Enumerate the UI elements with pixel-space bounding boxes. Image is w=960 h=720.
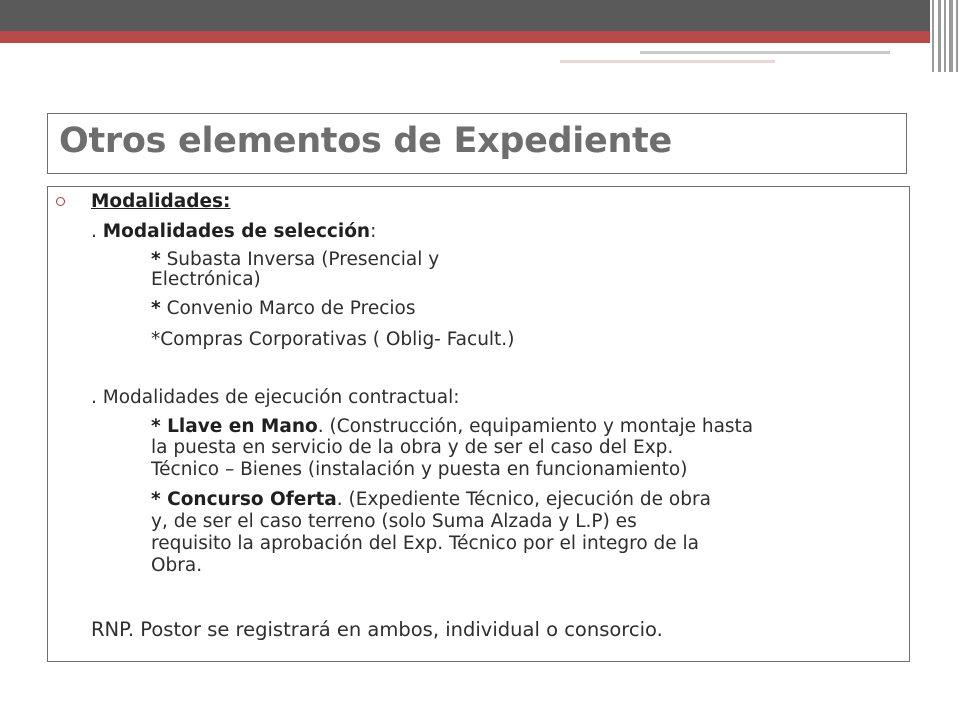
seleccion-item-1-cont: Electrónica): [151, 269, 261, 290]
top-red-bar: [0, 31, 930, 43]
seleccion-label: . Modalidades de selección:: [91, 221, 377, 242]
top-gray-bar: [0, 0, 930, 31]
slide-title: Otros elementos de Expediente: [59, 121, 672, 161]
seleccion-item-1: * Subasta Inversa (Presencial y: [151, 249, 440, 270]
content-box: [47, 186, 910, 662]
concurso-oferta-line-4: Obra.: [151, 555, 203, 576]
top-accent-line-faint: [560, 60, 775, 63]
ejecucion-label: . Modalidades de ejecución contractual:: [91, 387, 460, 408]
seleccion-item-2: * Convenio Marco de Precios: [151, 298, 416, 319]
concurso-oferta-line-2: y, de ser el caso terreno (solo Suma Alzada y L.P) es: [151, 511, 637, 532]
rnp-note: RNP. Postor se registrará en ambos, individual o consorcio.: [91, 618, 663, 641]
llave-en-mano-line-1: * Llave en Mano. (Construcción, equipamiento y montaje hasta: [151, 416, 754, 437]
seleccion-item-3: *Compras Corporativas ( Oblig- Facult.): [151, 329, 515, 350]
llave-en-mano-line-3: Técnico – Bienes (instalación y puesta en funcionamiento): [151, 459, 688, 480]
modalidades-heading: Modalidades:: [91, 191, 231, 212]
bullet-circle-icon: [56, 197, 65, 206]
top-accent-line: [640, 51, 890, 54]
concurso-oferta-line-1: * Concurso Oferta. (Expediente Técnico, ejecución de obra: [151, 489, 711, 510]
corner-stripes: [930, 0, 960, 72]
concurso-oferta-line-3: requisito la aprobación del Exp. Técnico por el integro de la: [151, 533, 699, 554]
llave-en-mano-line-2: la puesta en servicio de la obra y de ser el caso del Exp.: [151, 437, 674, 458]
title-box: [47, 113, 907, 174]
